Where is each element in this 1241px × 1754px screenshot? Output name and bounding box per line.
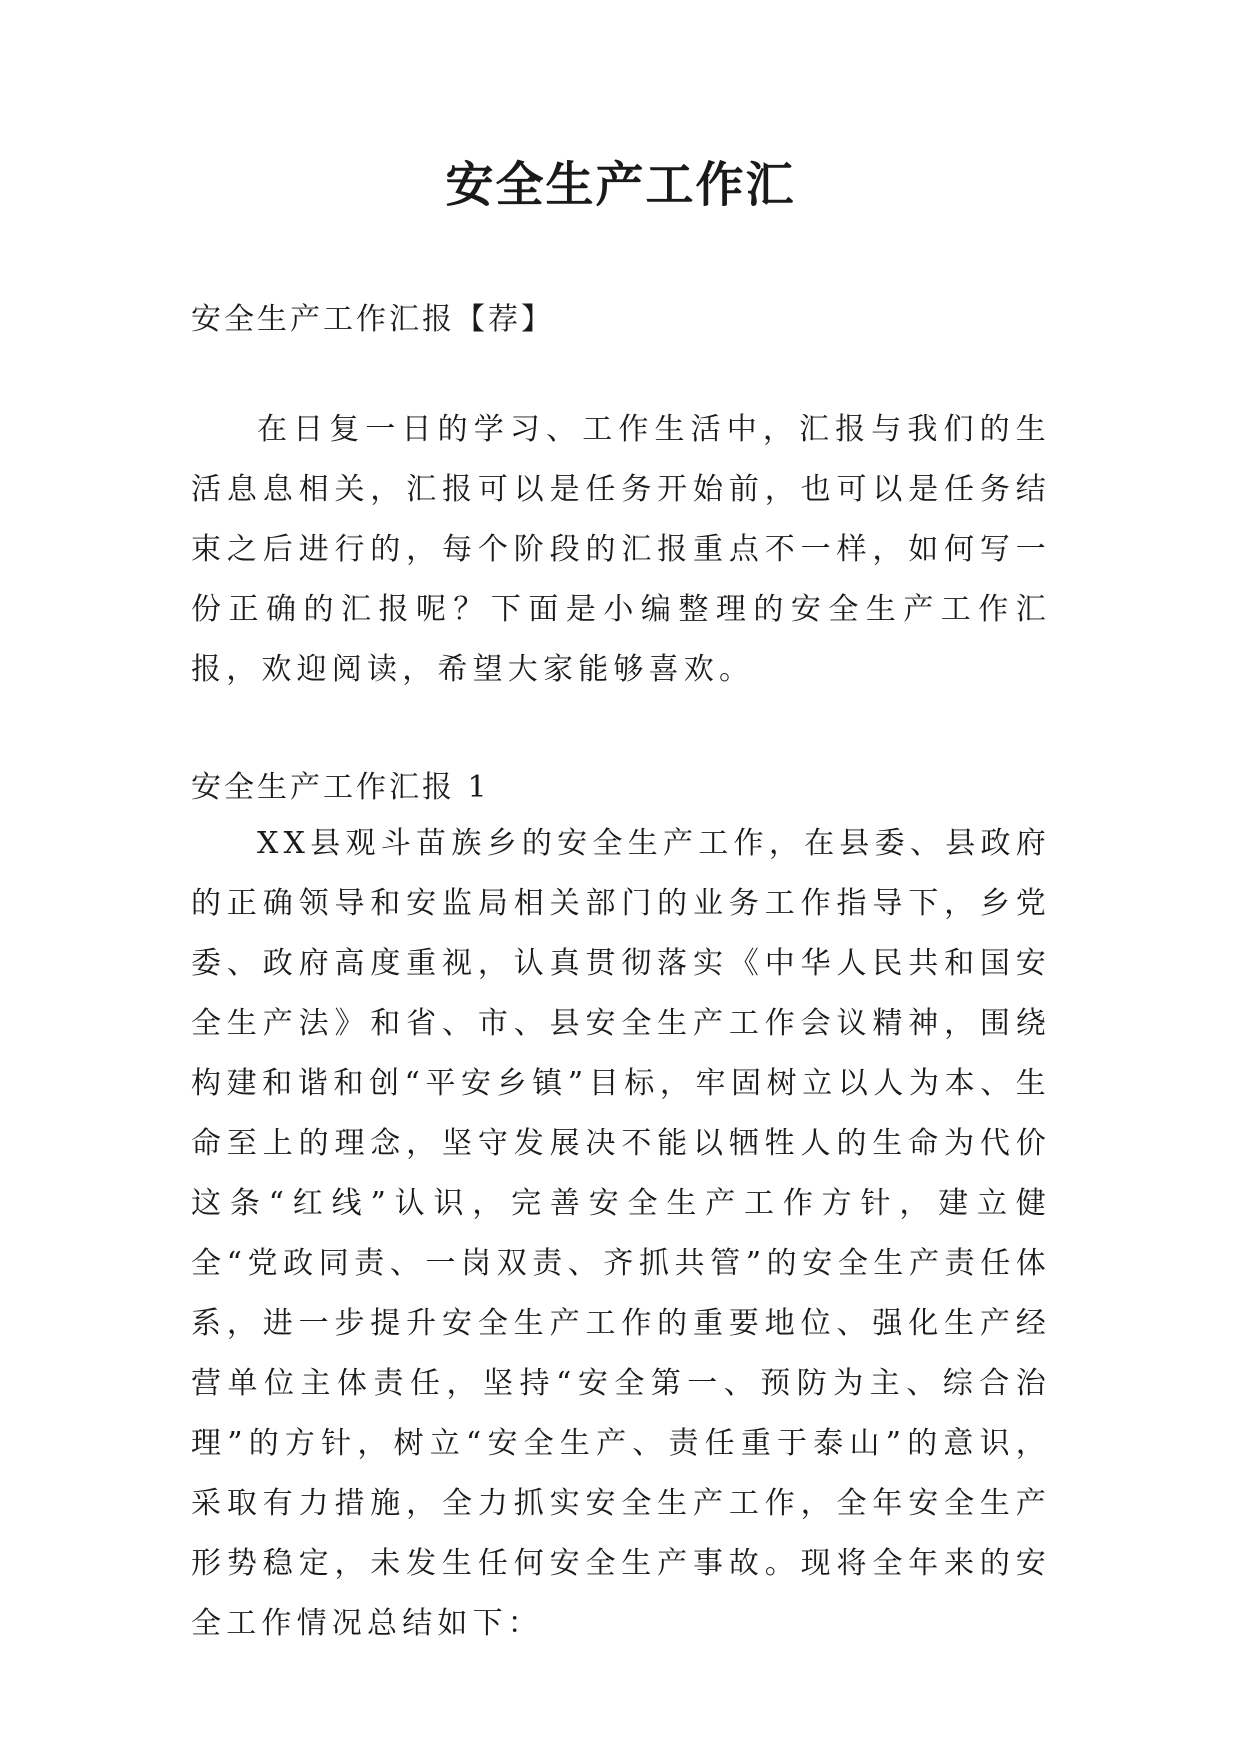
document-title: 安全生产工作汇 — [445, 157, 796, 213]
intro-paragraph: 在日复一日的学习、工作生活中，汇报与我们的生活息息相关，汇报可以是任务开始前，也可以是任务结束之后进行的，每个阶段的汇报重点不一样，如何写一份正确的汇报呢？下面是小编整理的安全生产工作汇报，欢迎阅读，希望大家能够喜欢。 — [191, 412, 1051, 687]
section-paragraph: XX县观斗苗族乡的安全生产工作，在县委、县政府的正确领导和安监局相关部门的业务工作指导下，乡党委、政府高度重视，认真贯彻落实《中华人民共和国安全生产法》和省、市、县安全生产工作会议精神，围绕构建和谐和创“平安乡镇”目标，牢固树立以人为本、生命至上的理念，坚守发展决不能以牺牲人的生命为代价这条“红线”认识，完善安全生产工作方针，建立健全“党政同责、一岗双责、齐抓共管”的安全生产责任体系，进一步提升安全生产工作的重要地位、强化生产经营单位主体责任，坚持“安全第一、预防为主、综合治理”的方针，树立“安全生产、责任重于泰山”的意识，采取有力措施，全力抓实安全生产工作，全年安全生产形势稳定，未发生任何安全生产事故。现将全年来的安全工作情况总结如下： — [191, 826, 1051, 1641]
section-heading: 安全生产工作汇报 1 — [191, 770, 490, 805]
document-subtitle: 安全生产工作汇报【荐】 — [191, 302, 554, 337]
